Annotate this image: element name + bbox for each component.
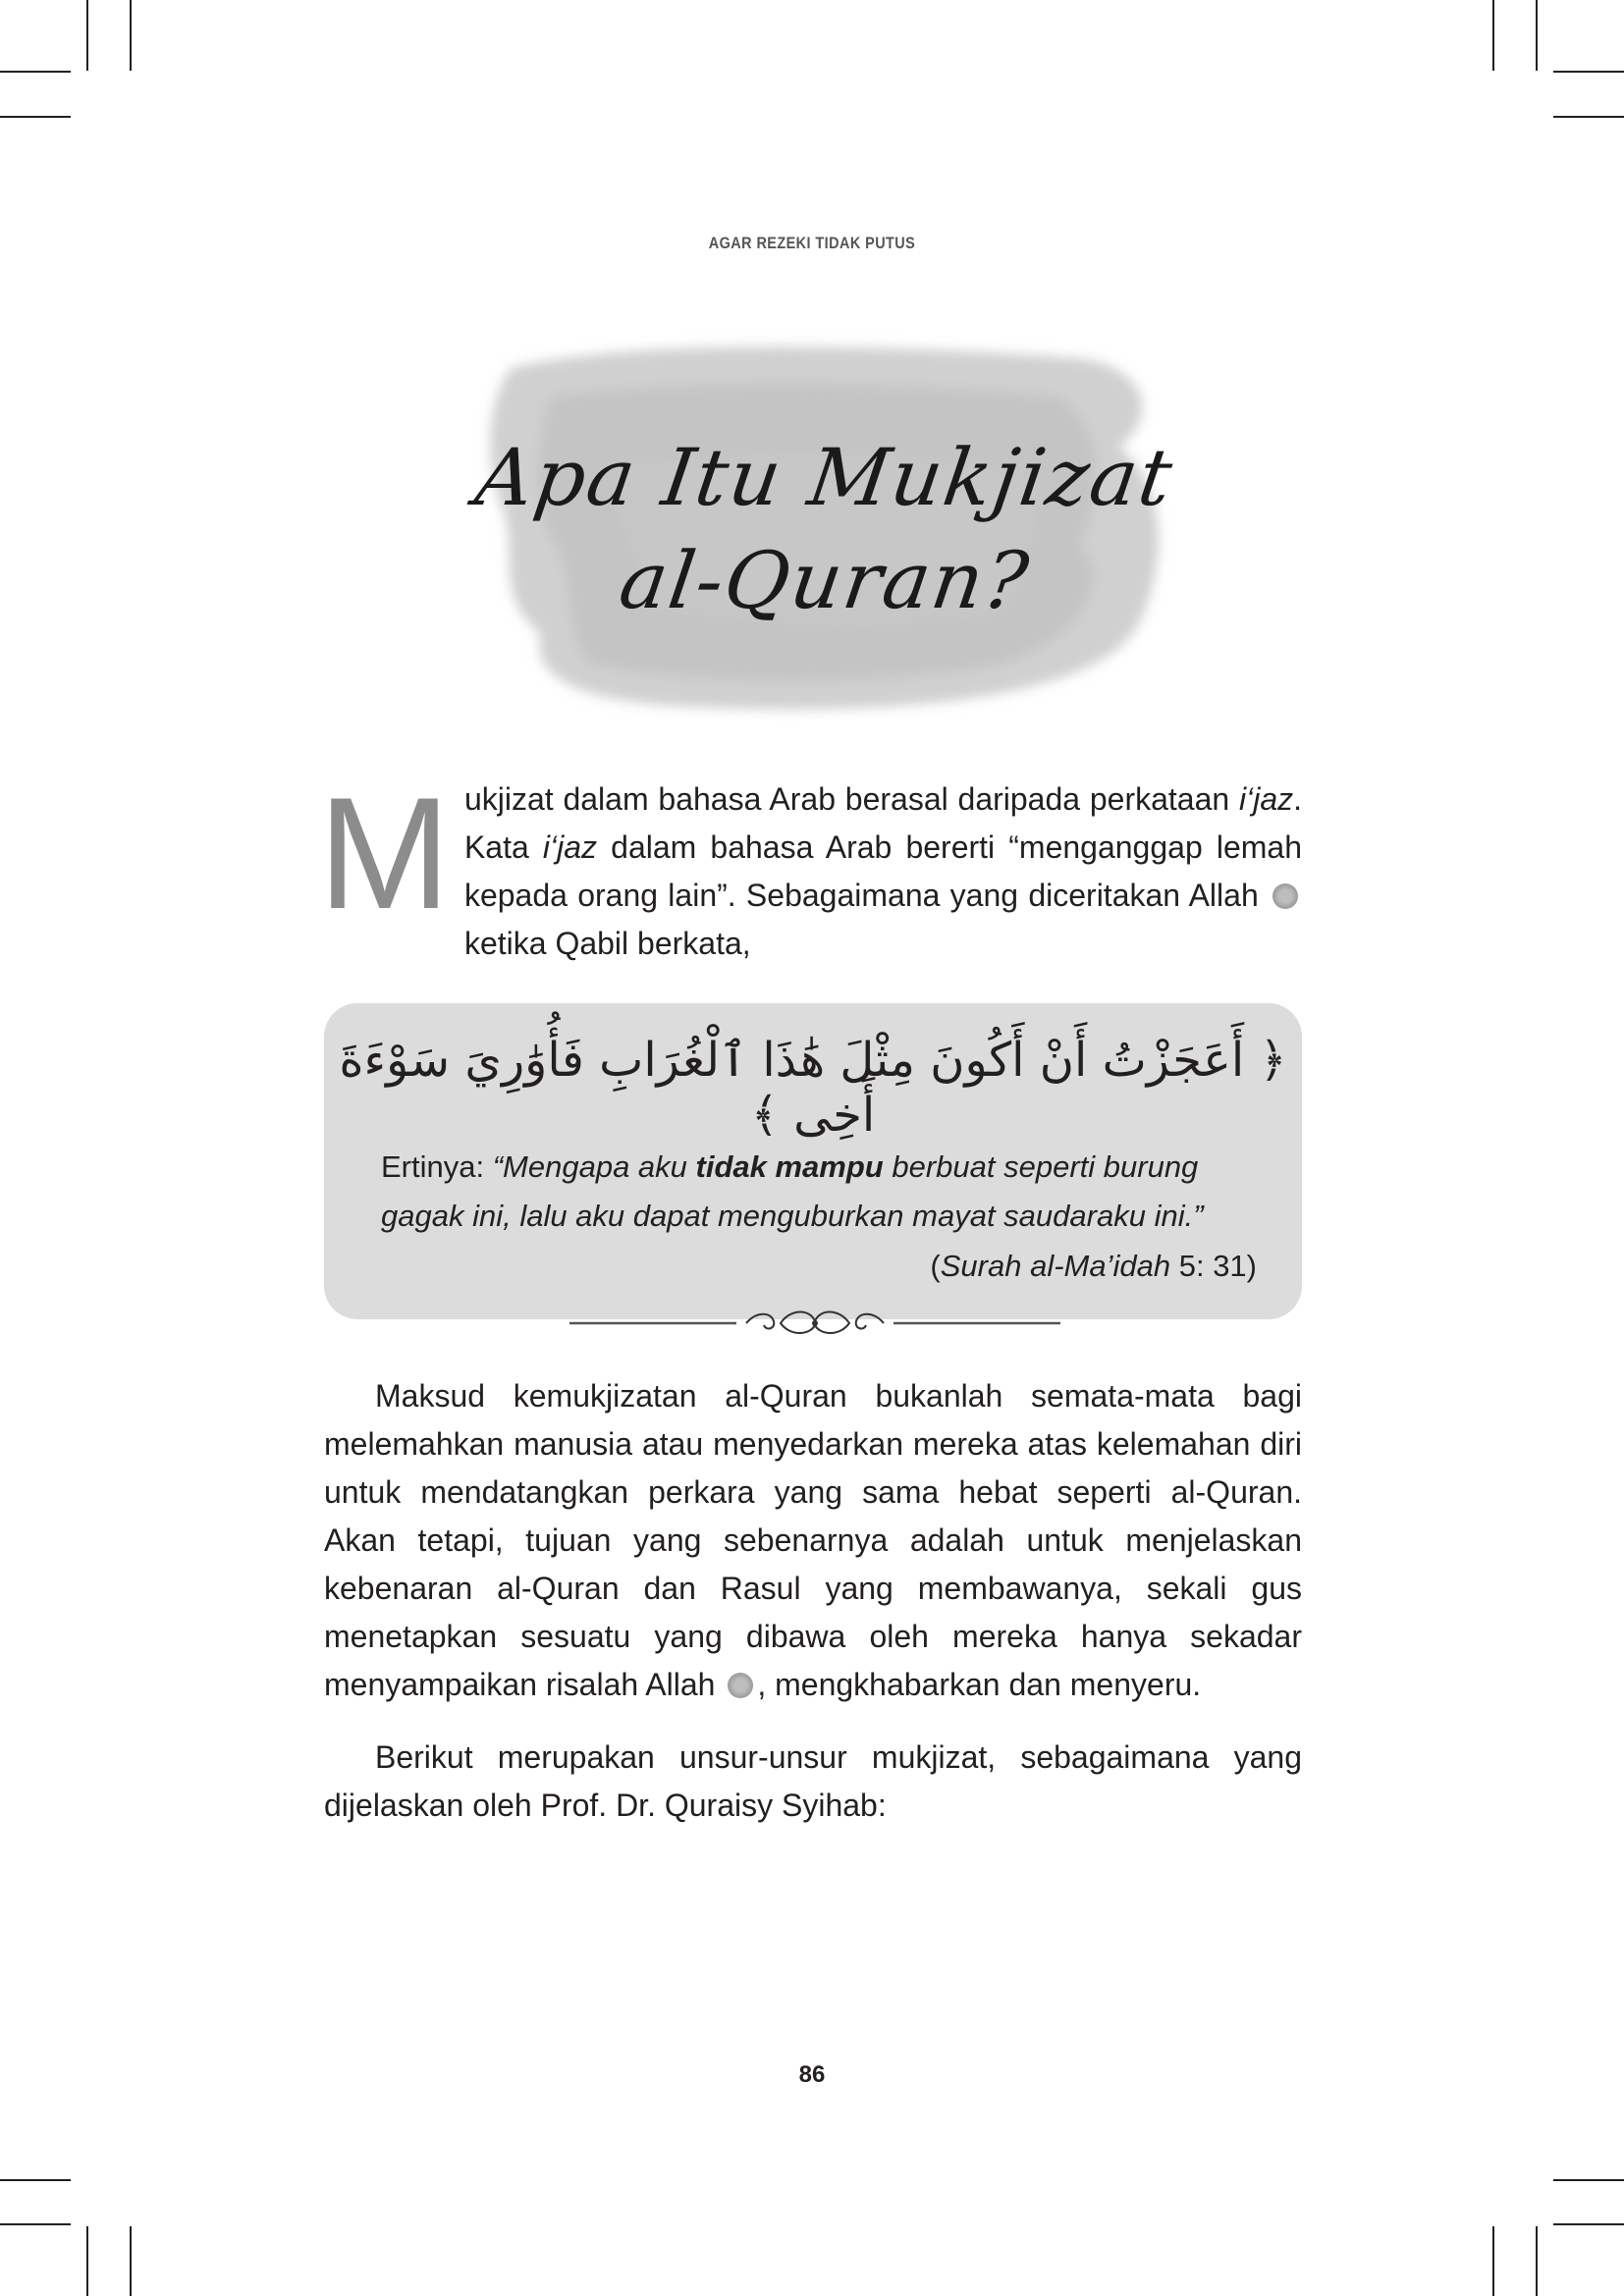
body-paragraph-1 bbox=[324, 1372, 1302, 1709]
reference-surah: Surah al-Ma’idah bbox=[940, 1249, 1171, 1283]
translation-text-2: berbuat seperti burung gagak ini, lalu aku dapat menguburkan mayat saudaraku ini.” bbox=[381, 1149, 1204, 1233]
honorific-glyph-icon bbox=[1272, 883, 1298, 909]
body-text-1: Maksud kemukjizatan al-Quran bukanlah semata-mata bagi melemahkan manusia atau menyedarkan mereka atas kelemahan diri untuk mendatangkan perkara yang sama hebat seperti al-Quran. Akan tetapi, tujuan yang sebenarnya adalah untuk menjelaskan kebenaran al-Quran dan Rasul yang membawanya, sekali gus menetapkan sesuatu yang dibawa oleh mereka hanya sekadar menyampaikan risalah Allah bbox=[324, 1378, 1302, 1702]
translation-emphasis: tidak mampu bbox=[695, 1149, 884, 1184]
intro-paragraph bbox=[318, 765, 1303, 968]
intro-text-3: dalam bahasa Arab bererti “menganggap lemah kepada orang lain”. Sebagaimana yang diceritakan Allah bbox=[463, 829, 1303, 913]
crop-mark bbox=[0, 116, 71, 118]
crop-mark bbox=[130, 2226, 132, 2296]
term-ijaz: i‘jaz bbox=[542, 829, 598, 865]
chapter-title-line-1: Apa Itu Mukjizat bbox=[469, 432, 1180, 523]
intro-text-2: . Kata bbox=[463, 781, 1302, 865]
verse-reference bbox=[930, 1249, 1257, 1284]
arabic-verse: ﴿ أَعَجَزْتُ أَنْ أَكُونَ مِثْلَ هَٰذَا ٱلْغُرَابِ فَأُوَٰرِيَ سَوْءَةَ أَخِى ﴾ bbox=[339, 1033, 1287, 1143]
crop-mark bbox=[1553, 71, 1624, 73]
flourish-divider-icon bbox=[569, 1304, 1060, 1343]
page-number: 86 bbox=[798, 2061, 826, 2088]
verse-translation bbox=[381, 1143, 1245, 1241]
reference-open: ( bbox=[930, 1249, 941, 1283]
crop-mark bbox=[1553, 2179, 1624, 2181]
intro-text-4: ketika Qabil berkata, bbox=[463, 926, 751, 961]
crop-mark bbox=[130, 0, 132, 71]
crop-mark bbox=[0, 71, 71, 73]
crop-mark bbox=[0, 2223, 71, 2225]
translation-text-1: “Mengapa aku bbox=[492, 1149, 696, 1184]
crop-mark bbox=[1492, 2226, 1494, 2296]
crop-mark bbox=[86, 0, 88, 71]
chapter-title-line-2: al-Quran? bbox=[614, 535, 1036, 626]
crop-mark bbox=[1492, 0, 1494, 71]
crop-mark bbox=[1536, 2226, 1538, 2296]
reference-verse: 5: 31) bbox=[1170, 1249, 1257, 1283]
term-ijaz: i‘jaz bbox=[1238, 781, 1294, 817]
crop-mark bbox=[86, 2226, 88, 2296]
crop-mark bbox=[1536, 0, 1538, 71]
quran-quote-box bbox=[324, 1003, 1302, 1319]
crop-mark bbox=[1553, 2223, 1624, 2225]
body-text-2: , mengkhabarkan dan menyeru. bbox=[757, 1667, 1202, 1702]
running-header: AGAR REZEKI TIDAK PUTUS bbox=[708, 234, 916, 252]
body-paragraph-2: Berikut merupakan unsur-unsur mukjizat, sebagaimana yang dijelaskan oleh Prof. Dr. Quraisy Syihab: bbox=[324, 1739, 1302, 1823]
watercolor-brush-background bbox=[471, 329, 1178, 721]
chapter-title-block bbox=[471, 329, 1178, 721]
crop-mark bbox=[0, 2179, 71, 2181]
crop-mark bbox=[1553, 116, 1624, 118]
drop-cap: M bbox=[318, 765, 451, 942]
intro-text-1: ukjizat dalam bahasa Arab berasal daripada perkataan bbox=[463, 781, 1239, 817]
translation-label: Ertinya: bbox=[381, 1149, 493, 1184]
honorific-glyph-icon bbox=[728, 1673, 753, 1698]
